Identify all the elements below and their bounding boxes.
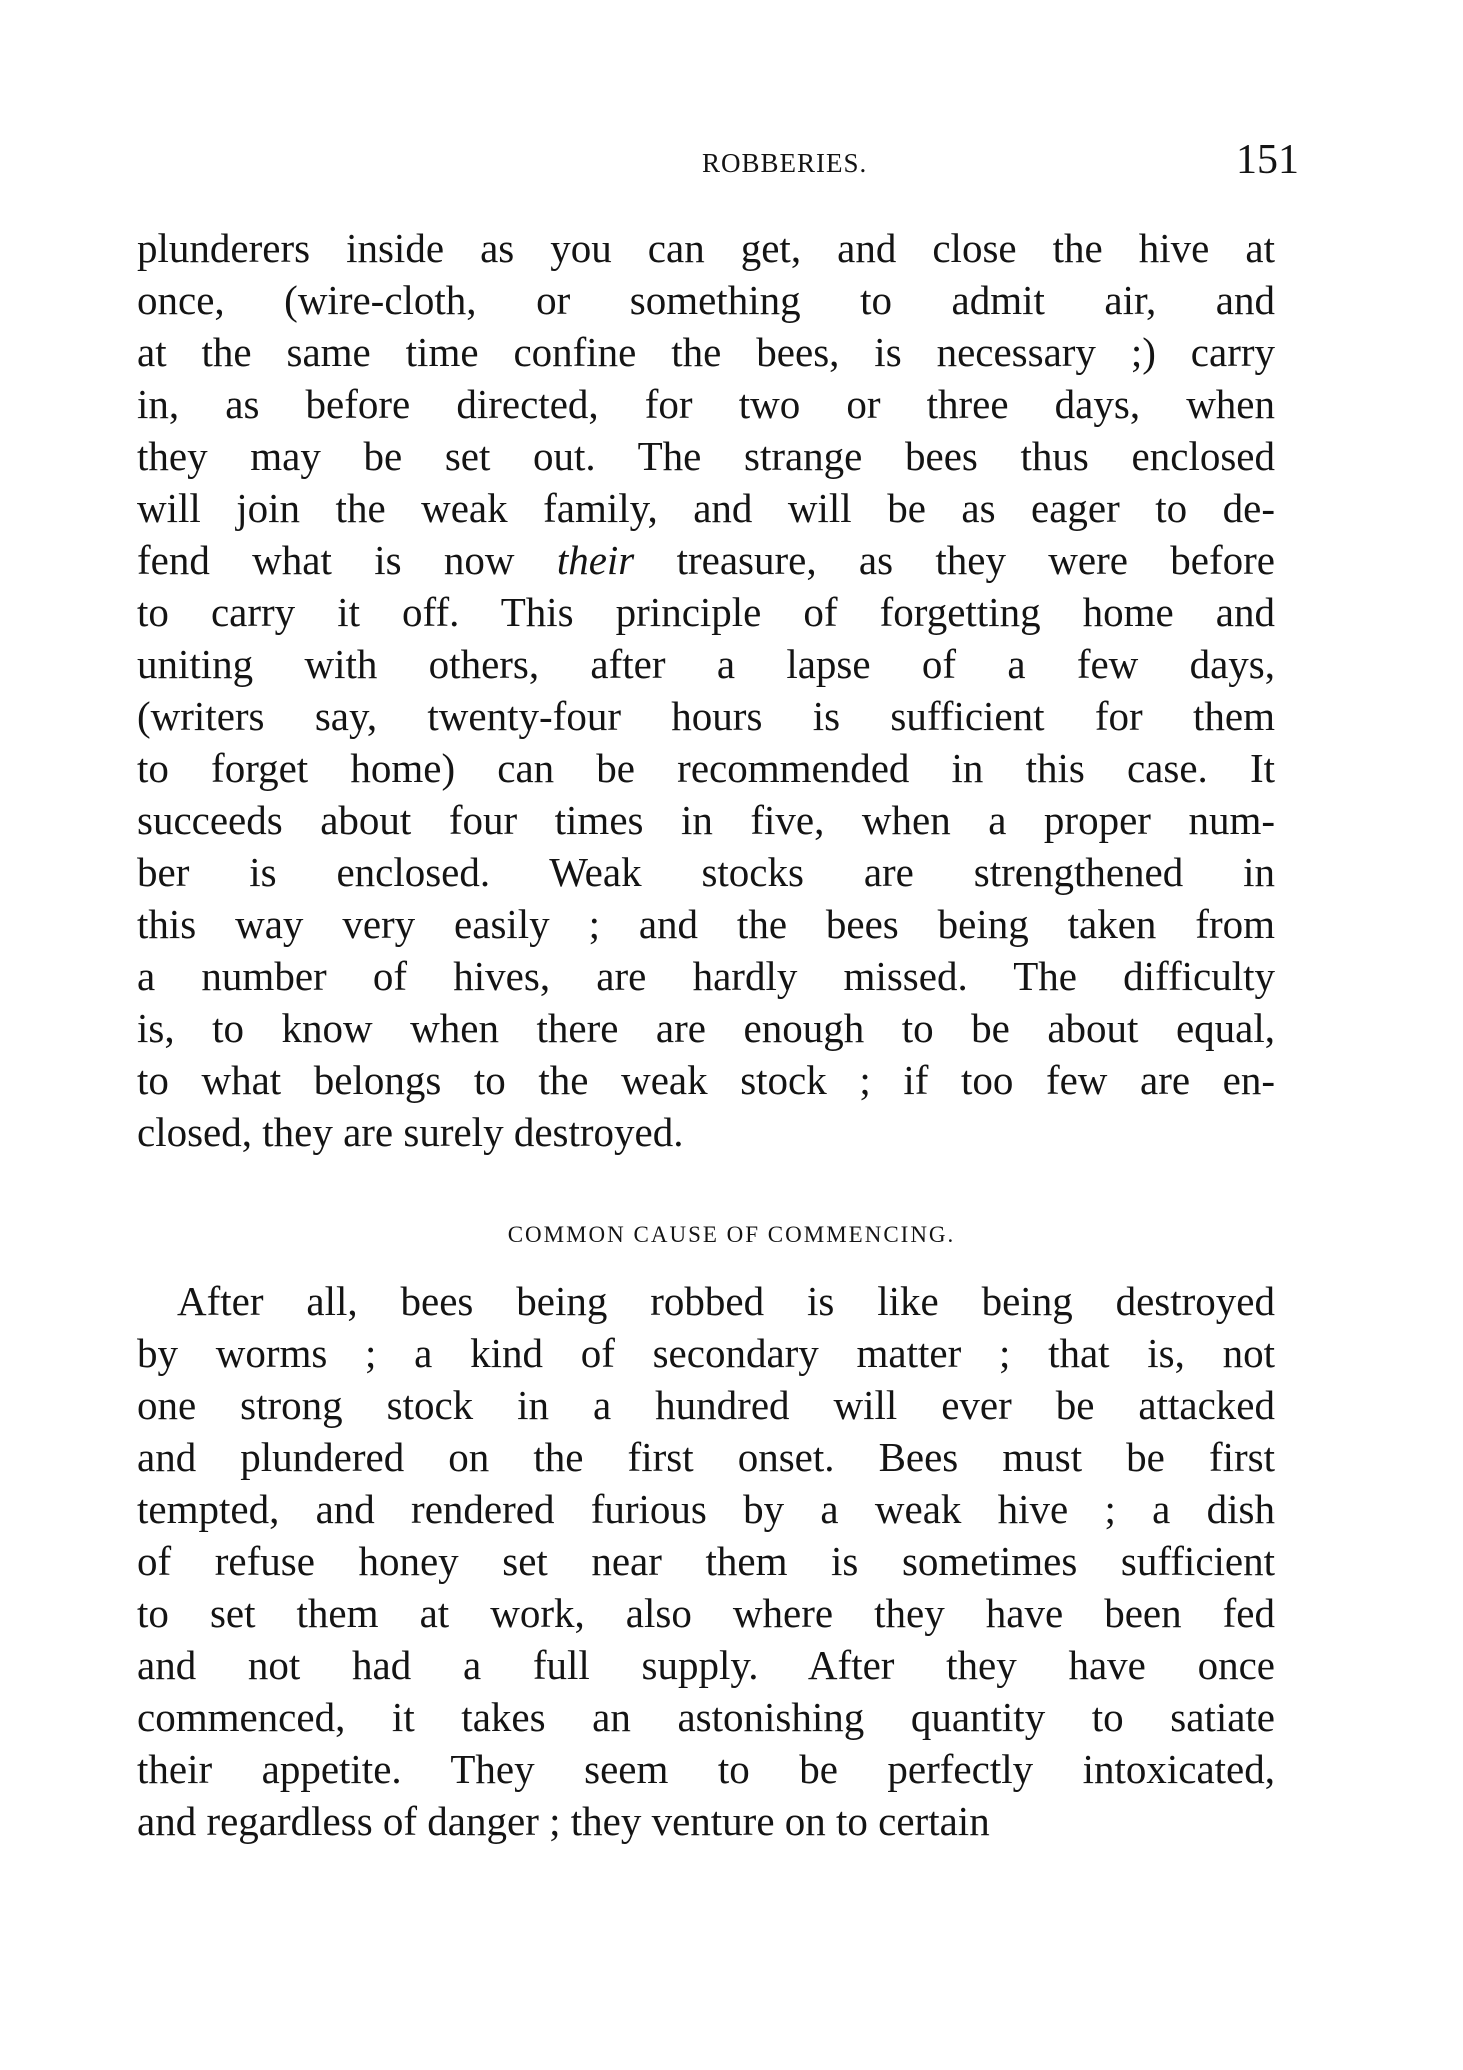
text-line: a number of hives, are hardly missed. The difficulty xyxy=(137,953,1275,999)
text-line: once, (wire-cloth, or something to admit air, and xyxy=(137,277,1275,323)
text-line: plunderers inside as you can get, and close the hive at xyxy=(137,225,1275,271)
text-line: they may be set out. The strange bees thus enclosed xyxy=(137,433,1275,479)
text-segment: fend what is now xyxy=(137,537,557,583)
text-line: After all, bees being robbed is like being destroyed xyxy=(177,1278,1275,1324)
text-line: their appetite. They seem to be perfectly intoxicated, xyxy=(137,1746,1275,1792)
text-line: to what belongs to the weak stock ; if too few are en- xyxy=(137,1057,1275,1103)
section-heading: COMMON CAUSE OF COMMENCING. xyxy=(507,1222,956,1247)
text-line: (writers say, twenty-four hours is sufficient for them xyxy=(137,693,1275,739)
text-line: by worms ; a kind of secondary matter ; that is, not xyxy=(137,1330,1275,1376)
paragraph-2 xyxy=(137,1275,1275,1847)
text-line: closed, they are surely destroyed. xyxy=(137,1109,684,1155)
text-line: this way very easily ; and the bees being taken from xyxy=(137,901,1275,947)
text-line: at the same time confine the bees, is necessary ;) carry xyxy=(137,329,1275,375)
text-line: in, as before directed, for two or three days, when xyxy=(137,381,1275,427)
text-line: is, to know when there are enough to be about equal, xyxy=(137,1005,1275,1051)
text-line: to carry it off. This principle of forgetting home and xyxy=(137,589,1275,635)
text-line: to forget home) can be recommended in this case. It xyxy=(137,745,1275,791)
italic-word: their xyxy=(556,537,635,583)
text-line: succeeds about four times in five, when a proper num- xyxy=(137,797,1275,843)
text-line: commenced, it takes an astonishing quantity to satiate xyxy=(137,1694,1275,1740)
text-line: one strong stock in a hundred will ever be attacked xyxy=(137,1382,1275,1428)
text-line: uniting with others, after a lapse of a few days, xyxy=(137,641,1275,687)
text-line: to set them at work, also where they have been fed xyxy=(137,1590,1275,1636)
text-line: will join the weak family, and will be as eager to de- xyxy=(137,485,1275,531)
text-line: of refuse honey set near them is sometimes sufficient xyxy=(137,1538,1275,1584)
text-line: and not had a full supply. After they have once xyxy=(137,1642,1275,1688)
paragraph-1 xyxy=(137,222,1275,1158)
text-segment: treasure, as they were before xyxy=(634,537,1275,583)
text-line xyxy=(137,534,1275,586)
text-line: tempted, and rendered furious by a weak hive ; a dish xyxy=(137,1486,1275,1532)
text-line: and regardless of danger ; they venture on to certain xyxy=(137,1798,990,1844)
page-number: 151 xyxy=(1236,137,1299,183)
text-line: ber is enclosed. Weak stocks are strengthened in xyxy=(137,849,1275,895)
text-line: and plundered on the first onset. Bees must be first xyxy=(137,1434,1275,1480)
running-head: ROBBERIES. xyxy=(702,148,868,178)
